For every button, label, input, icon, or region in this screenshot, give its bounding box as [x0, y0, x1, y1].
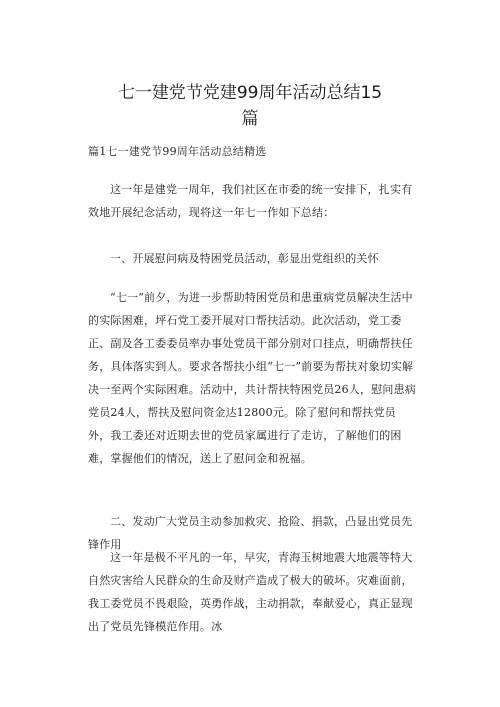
- intro-paragraph: 这一年是建党一周年，我们社区在市委的统一安排下，扎实有效地开展纪念活动，现将这一年七一作如下总结：: [88, 183, 413, 219]
- section-paragraph-1: “七一”前夕，为进一步帮助特困党员和患重病党员解决生活中的实际困难，坪石党工委开展对口帮扶活动。此次活动，党工委正、副及各工委委员率办事处党员干部分别对口挂点，明确帮扶任务，具体落实到人。要求各帮扶小组“七一”前要为帮扶对象切实解决一至两个实际困难。活动中，共计帮扶特困党员26人，慰问患病党员24人，帮扶及慰问资金达12800元。除了慰问和帮扶党员外，我工委还对近期去世的党员家属进行了走访，了解他们的困难，掌握他们的情况，送上了慰问金和祝福。: [88, 291, 416, 465]
- section-paragraph-2: 这一年是极不平凡的一年，早灾，青海玉树地震大地震等特大自然灾害给人民群众的生命及财产造成了极大的破坏。灾难面前，我工委党员不畏艰险，英勇作战，主动捐款，奉献爱心，真正显现出了党员先锋模范作用。冰: [88, 551, 413, 633]
- document-title-line1: 七一建党节党建99周年活动总结15: [117, 83, 383, 103]
- document-title-line2: 篇: [241, 109, 259, 129]
- section-heading-1: 一、开展慰问病及特困党员活动，彰显出党组织的关怀: [110, 252, 379, 265]
- section-heading-2: 二、发动广大党员主动参加救灾、抢险、捐款，凸显出党员先锋作用: [88, 515, 413, 551]
- document-subtitle: 篇1七一建党节99周年活动总结精选: [88, 145, 267, 158]
